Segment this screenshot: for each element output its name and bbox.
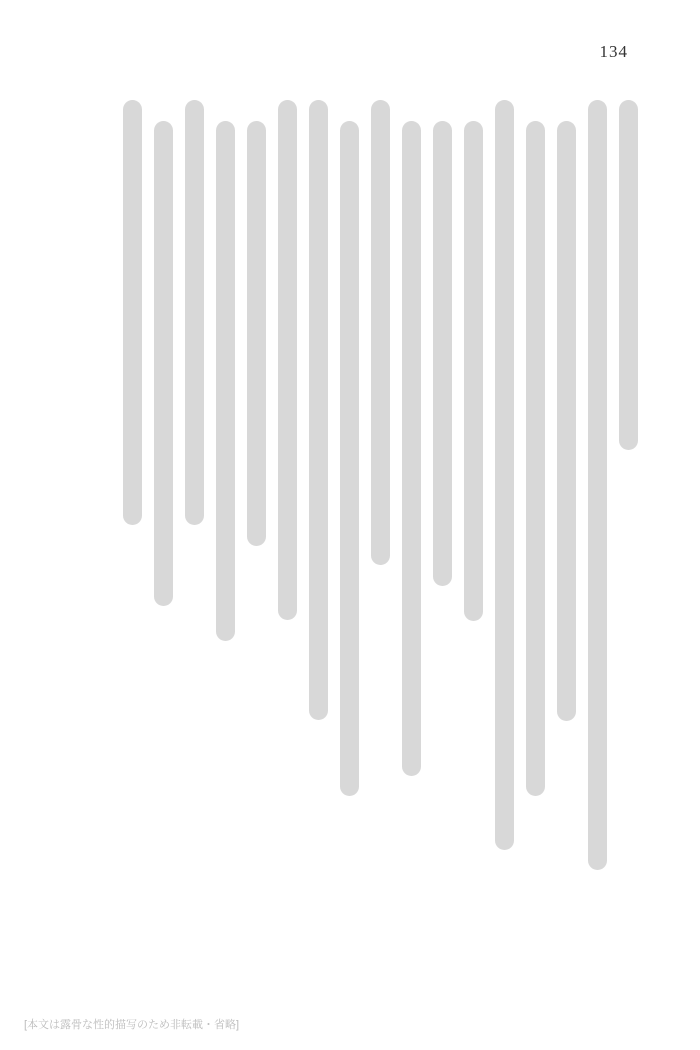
redacted-text-line [154, 121, 173, 606]
redacted-text-line [340, 121, 359, 796]
redacted-text-line [371, 100, 390, 565]
redacted-text-line [433, 121, 452, 586]
redacted-text-line [185, 100, 204, 525]
redacted-text-line [526, 121, 545, 796]
redacted-text-line [495, 100, 514, 850]
redacted-text-line [247, 121, 266, 546]
redacted-text-line [123, 100, 142, 525]
redacted-text-line [619, 100, 638, 450]
redacted-text-line [278, 100, 297, 620]
redacted-text-line [588, 100, 607, 870]
redacted-text-line [402, 121, 421, 776]
page-number: 134 [599, 42, 628, 61]
redacted-text-line [464, 121, 483, 621]
redaction-note: [本文は露骨な性的描写のため非転載・省略] [24, 1019, 240, 1031]
vertical-text-block [123, 100, 638, 980]
redacted-text-line [557, 121, 576, 721]
redacted-text-line [309, 100, 328, 720]
redacted-text-line [216, 121, 235, 641]
